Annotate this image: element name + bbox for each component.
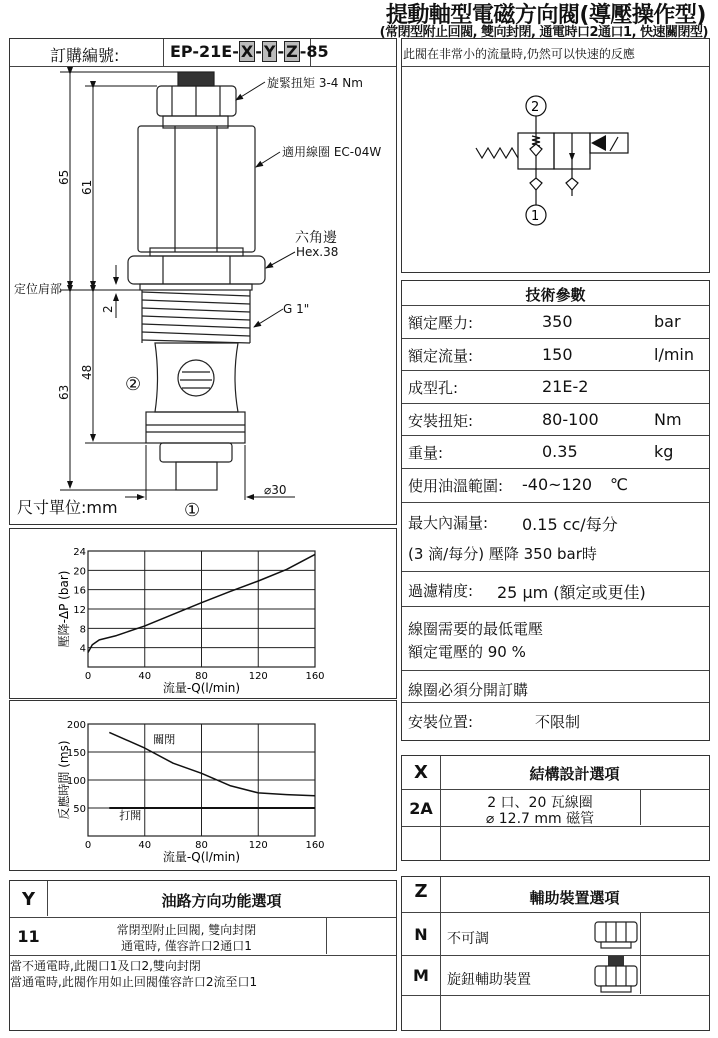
y-tick-label: 8 [79, 624, 86, 636]
spec-label: 額定壓力: [408, 314, 474, 332]
y-tick-label: 100 [66, 776, 86, 787]
x-axis-label: 流量-Q(l/min) [162, 681, 241, 695]
hex-nut [128, 256, 265, 284]
order-code-suffix: -85 [299, 42, 329, 61]
x-tick-label: 0 [84, 840, 92, 851]
option-x-key: X [414, 762, 428, 783]
x-tick-label: 40 [138, 671, 152, 682]
leak-value: 0.15 cc/每分 [522, 515, 618, 534]
spec-label: 成型孔: [408, 379, 459, 397]
response-time-chart [9, 700, 397, 871]
coil-body [138, 126, 255, 252]
option-z-code-n: N [414, 925, 428, 944]
y-tick-label: 12 [73, 605, 86, 616]
hydraulic-symbol [401, 66, 709, 272]
torque-note: 旋緊扭矩 3-4 Nm [267, 76, 363, 90]
order-code-z: Z [286, 42, 298, 61]
option-y-code: 11 [17, 927, 40, 946]
shoulder-label: 定位肩部 [14, 282, 63, 296]
port-2-label: ② [125, 374, 142, 395]
spec-value: 21E-2 [542, 377, 589, 396]
thread [142, 292, 250, 343]
order-code-prefix: EP-21E- [170, 42, 239, 61]
x-tick-label: 120 [248, 840, 268, 851]
spec-label: 重量: [408, 444, 444, 462]
order-code-x: X [240, 42, 254, 61]
mount-label: 安裝位置: [408, 713, 474, 731]
y-tick-label: 16 [73, 585, 86, 597]
pressure-drop-chart [9, 528, 397, 699]
order-code-y: Y [263, 42, 276, 61]
x-tick-label: 0 [84, 671, 92, 682]
x-tick-label: 160 [305, 671, 325, 682]
dim-48: 48 [80, 364, 94, 380]
option-z-key: Z [414, 881, 428, 902]
y-tick-label: 150 [66, 748, 86, 759]
series-label: 關閉 [153, 733, 176, 747]
diameter-30: ⌀30 [264, 483, 287, 497]
spec-value: 80-100 [542, 409, 599, 429]
voltage-line-1: 線圈需要的最低電壓 [408, 620, 544, 638]
port-1-label: ① [184, 500, 201, 521]
option-z-table [401, 876, 710, 1031]
spec-unit: Nm [654, 409, 682, 429]
spec-label: 額定流量: [408, 346, 474, 365]
option-y-note-1: 當不通電時,此閥口1及口2,雙向封閉 [10, 959, 201, 973]
dim-61: 61 [80, 179, 94, 195]
spec-value: -40~120 [522, 474, 593, 494]
x-tick-label: 80 [195, 840, 208, 851]
order-code-label: 訂購編號: [50, 46, 120, 65]
spec-value: 150 [542, 344, 573, 364]
body [155, 343, 238, 412]
x-tick-label: 120 [248, 671, 268, 682]
x-axis-label: 流量-Q(l/min) [162, 850, 241, 864]
valve-drawing [9, 66, 396, 524]
y-tick-label: 20 [73, 566, 86, 578]
dim-2: 2 [101, 305, 115, 313]
spec-label: 安裝扭矩: [408, 411, 474, 430]
option-y-title: 油路方向功能選項 [161, 892, 282, 910]
knob-cap-icon [592, 956, 640, 994]
option-y-table [9, 880, 397, 1031]
option-z-title: 輔助裝置選項 [529, 889, 620, 907]
y-tick-label: 50 [73, 804, 86, 815]
hex-size: Hex.38 [296, 245, 339, 259]
x-tick-label: 80 [195, 671, 208, 682]
symbol-port-1: 1 [531, 209, 540, 224]
spec-unit: bar [654, 312, 681, 331]
mount-value: 不限制 [535, 713, 581, 731]
unit-note: 尺寸單位:mm [17, 498, 118, 517]
y-axis-label: 反應時間 (ms) [57, 740, 71, 820]
dim-65: 65 [57, 169, 71, 185]
cap-nut-icon [592, 917, 640, 953]
option-x-table [401, 755, 710, 861]
symbol-port-2: 2 [531, 100, 540, 115]
option-z-code-m: M [413, 966, 429, 985]
option-y-key: Y [21, 889, 36, 910]
spec-label: 使用油溫範圍: [408, 476, 504, 495]
option-y-line-1: 常閉型附止回閥, 雙向封閉 [116, 923, 257, 937]
thread-label: G 1" [283, 302, 310, 316]
dim-63: 63 [57, 384, 71, 400]
option-y-line-2: 通電時, 僅容許口2通口1 [121, 939, 252, 953]
spec-unit: l/min [654, 344, 695, 364]
page-subtitle: (常閉型附止回閥, 雙向封閉, 通電時口2通口1, 快速關閉型) [379, 25, 708, 40]
valve-description: 此閥在非常小的流量時,仍然可以快速的反應 [403, 47, 635, 61]
option-x-line-1: 2 口、20 瓦線圈 [487, 795, 593, 811]
spec-value: 0.35 [542, 442, 578, 461]
option-z-label-n: 不可調 [447, 931, 489, 947]
x-tick-label: 40 [138, 840, 152, 851]
filter-label: 過濾精度: [408, 582, 474, 600]
coil-note: 適用線圈 EC-04W [282, 145, 382, 159]
y-axis-label: 壓降-ΔP (bar) [57, 570, 71, 648]
x-tick-label: 160 [305, 840, 325, 851]
option-x-title: 結構設計選項 [529, 765, 620, 783]
leak-note: (3 滴/每分) 壓降 350 bar時 [408, 545, 597, 563]
filter-value: 25 μm (額定或更佳) [497, 583, 646, 602]
option-x-code: 2A [409, 799, 433, 818]
y-tick-label: 24 [73, 547, 86, 558]
y-tick-label: 4 [79, 643, 86, 655]
voltage-line-2: 額定電壓的 90 % [408, 643, 526, 661]
series-label: 打開 [119, 809, 142, 823]
series-line [109, 732, 315, 795]
option-x-line-2: ⌀ 12.7 mm 磁管 [485, 811, 595, 827]
spec-unit: ℃ [610, 474, 628, 494]
hex-label: 六角邊 [295, 230, 337, 246]
option-z-label-m: 旋鈕輔助裝置 [447, 972, 531, 988]
specs-title: 技術參數 [525, 286, 586, 304]
option-y-note-2: 當通電時,此閥作用如止回閥僅容許口2流至口1 [10, 975, 258, 989]
order-code: EP-21E- X - Y - Z -85 [170, 42, 329, 61]
knob [178, 72, 214, 86]
y-tick-label: 200 [66, 720, 86, 731]
leak-label: 最大內漏量: [408, 514, 489, 532]
spec-unit: kg [654, 442, 674, 461]
technical-specs-table [401, 280, 710, 741]
coil-order-note: 線圈必須分開訂購 [408, 681, 529, 699]
page-title: 提動軸型電磁方向閥(導壓操作型) [385, 3, 706, 28]
spec-value: 350 [542, 312, 573, 331]
